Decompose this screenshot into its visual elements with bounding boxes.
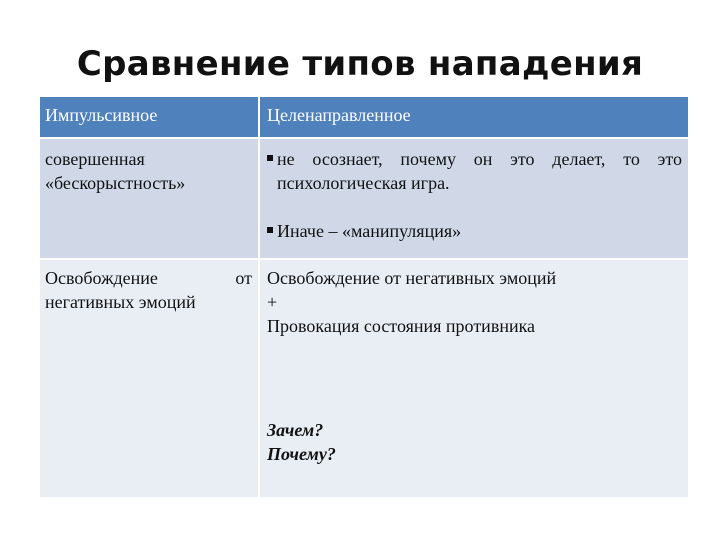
square-bullet-icon xyxy=(267,227,273,233)
cell-text-line: + xyxy=(267,292,278,312)
bullet-text: не осознает, почему он это делает, то это психологическая игра. xyxy=(277,149,682,193)
bullet-text: Иначе – «манипуляция» xyxy=(277,221,462,241)
question-why-reason: Почему? xyxy=(267,444,336,464)
header-purposeful: Целенаправленное xyxy=(259,97,688,138)
cell-text: Освобождение от негативных эмоций xyxy=(45,268,252,312)
cell-impulsive-motive xyxy=(40,138,259,259)
cell-purposeful-result xyxy=(259,259,688,498)
cell-text-line: «бескорыстность» xyxy=(45,173,186,193)
comparison-table xyxy=(40,97,688,499)
slide-title: Сравнение типов нападения xyxy=(76,44,644,84)
question-why-purpose: Зачем? xyxy=(267,420,324,440)
cell-text-line: Провокация состояния противника xyxy=(267,316,536,336)
square-bullet-icon xyxy=(267,155,273,161)
table-row xyxy=(40,138,688,259)
cell-text-line: Освобождение от негативных эмоций xyxy=(267,268,557,288)
cell-purposeful-motive xyxy=(259,138,688,259)
cell-impulsive-result xyxy=(40,259,259,498)
table-header-row xyxy=(40,97,688,138)
table-row xyxy=(40,259,688,498)
header-impulsive: Импульсивное xyxy=(40,97,259,138)
cell-text-line: совершенная xyxy=(45,149,145,169)
bullet-item xyxy=(267,147,682,195)
bullet-item xyxy=(267,219,682,243)
